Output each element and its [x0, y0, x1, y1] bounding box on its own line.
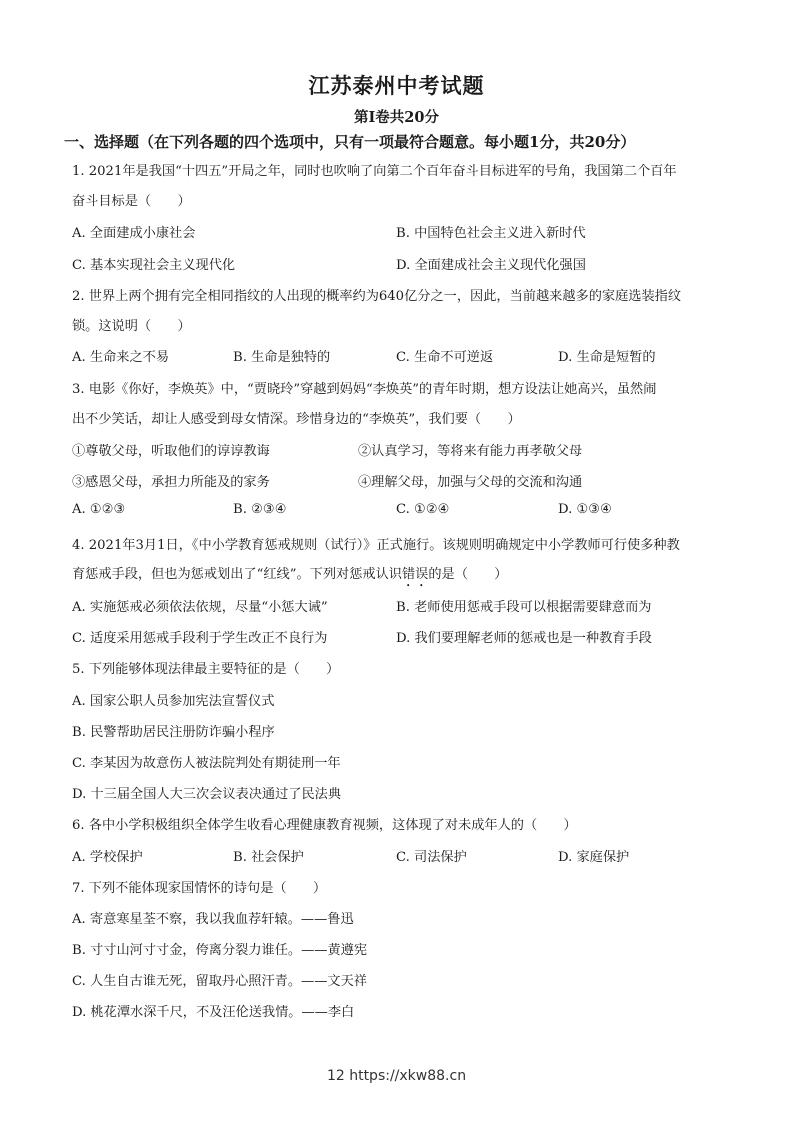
- section-heading: 一、选择题（在下列各题的四个选项中，只有一项最符合题意。每小题1分，共20分）: [64, 133, 636, 151]
- question-6-option-c: C. 司法保护: [396, 850, 467, 865]
- question-4-option-c: C. 适度采用惩戒手段利于学生改正不良行为: [72, 631, 328, 646]
- question-1-option-d: D. 全面建成社会主义现代化强国: [396, 258, 586, 273]
- question-4-option-d: D. 我们要理解老师的惩戒也是一种教育手段: [396, 631, 652, 646]
- question-4-stem-text: 育惩戒手段，但也为惩戒划出了“红线”。下列对惩戒认识: [72, 567, 402, 582]
- question-7-option-c: C. 人生自古谁无死，留取丹心照汗青。——文天祥: [72, 974, 367, 989]
- question-5-option-a: A. 国家公职人员参加宪法宣誓仪式: [72, 694, 275, 709]
- question-2-option-d: D. 生命是短暂的: [558, 350, 656, 365]
- question-1-stem-line-1: 1. 2021年是我国“十四五”开局之年，同时也吹响了向第二个百年奋斗目标进军的号角，我国第二个百年: [72, 164, 677, 179]
- question-4-option-a: A. 实施惩戒必须依法依规，尽量“小惩大诫”: [72, 600, 328, 615]
- question-4-stem-end: 的是（ ）: [428, 567, 508, 582]
- question-5-option-d: D. 十三届全国人大三次会议表决通过了民法典: [72, 787, 342, 802]
- question-4-emphasis-word: 错误: [401, 567, 429, 582]
- question-3-option-b: B. ②③④: [233, 502, 287, 517]
- question-4-stem-line-2: [72, 563, 507, 590]
- question-7-stem: 7. 下列不能体现家国情怀的诗句是（ ）: [72, 881, 327, 896]
- question-3-stem-line-1: 3. 电影《你好，李焕英》中，“贾晓玲”穿越到妈妈“李焕英”的青年时期，想方设法让她高兴，虽然闹: [72, 382, 657, 397]
- question-3-stem-line-2: 出不少笑话，却让人感受到母女情深。珍惜身边的“李焕英”，我们要（ ）: [72, 412, 521, 427]
- question-3-option-c: C. ①②④: [396, 502, 450, 517]
- page-footer: 12 https://xkw88.cn: [326, 1068, 467, 1084]
- question-3-statement-1: ①尊敬父母，听取他们的谆谆教诲: [72, 444, 270, 459]
- question-2-option-a: A. 生命来之不易: [72, 350, 170, 365]
- question-2-stem-line-2: 锁。这说明（ ）: [72, 319, 191, 334]
- question-6-option-a: A. 学校保护: [72, 850, 143, 865]
- question-3-statement-4: ④理解父母，加强与父母的交流和沟通: [358, 475, 583, 490]
- question-1-option-b: B. 中国特色社会主义进入新时代: [396, 226, 586, 241]
- question-5-stem: 5. 下列能够体现法律最主要特征的是（ ）: [72, 662, 340, 677]
- question-1-option-a: A. 全面建成小康社会: [72, 226, 196, 241]
- question-4-option-b: B. 老师使用惩戒手段可以根据需要肆意而为: [396, 600, 652, 615]
- question-6-option-d: D. 家庭保护: [558, 850, 630, 865]
- question-3-statement-3: ③感恩父母，承担力所能及的家务: [72, 475, 270, 490]
- question-3-option-a: A. ①②③: [72, 502, 126, 517]
- question-6-option-b: B. 社会保护: [233, 850, 304, 865]
- question-7-option-b: B. 寸寸山河寸寸金，侉离分裂力谁任。——黄遵宪: [72, 943, 368, 958]
- question-6-stem: 6. 各中小学积极组织全体学生收看心理健康教育视频，这体现了对未成年人的（ ）: [72, 818, 577, 833]
- part-subtitle: 第Ⅰ卷共20分: [354, 109, 439, 126]
- question-7-option-a: A. 寄意寒星荃不察，我以我血荐轩辕。——鲁迅: [72, 912, 354, 927]
- question-3-statement-2: ②认真学习，等将来有能力再孝敬父母: [358, 444, 583, 459]
- question-2-option-b: B. 生命是独特的: [233, 350, 331, 365]
- question-4-stem-line-1: 4. 2021年3月1日，《中小学教育惩戒规则（试行）》正式施行。该规则明确规定中小学教师可行使多种教: [72, 538, 680, 553]
- page-title: 江苏泰州中考试题: [308, 73, 485, 98]
- question-2-option-c: C. 生命不可逆返: [396, 350, 494, 365]
- question-3-option-d: D. ①③④: [558, 502, 612, 517]
- question-7-option-d: D. 桃花潭水深千尺，不及汪伦送我情。——李白: [72, 1005, 355, 1020]
- question-1-stem-line-2: 奋斗目标是（ ）: [72, 194, 191, 209]
- question-5-option-b: B. 民警帮助居民注册防诈骗小程序: [72, 725, 275, 740]
- question-5-option-c: C. 李某因为故意伤人被法院判处有期徒刑一年: [72, 756, 341, 771]
- question-2-stem-line-1: 2. 世界上两个拥有完全相同指纹的人出现的概率约为640亿分之一，因此，当前越来越多的家庭选装指纹: [72, 289, 682, 304]
- question-1-option-c: C. 基本实现社会主义现代化: [72, 258, 236, 273]
